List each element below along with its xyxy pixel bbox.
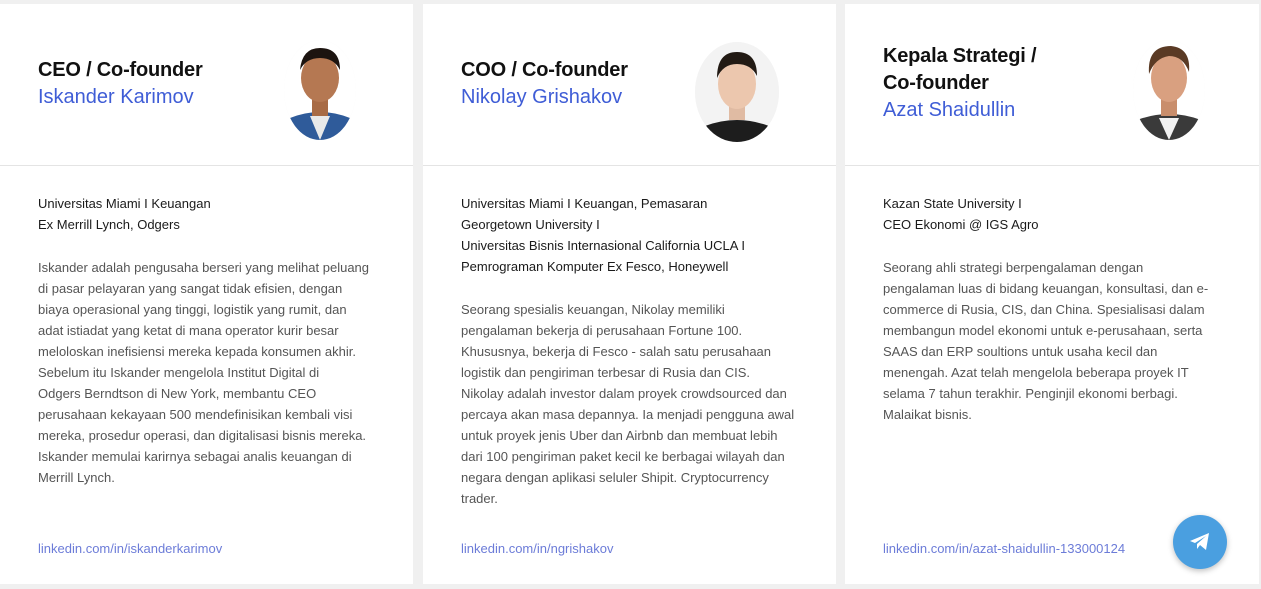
card-header [845, 4, 1259, 166]
bio: Iskander adalah pengusaha berseri yang melihat peluang di pasar pelayaran yang sangat tidak efisien, dengan biaya operasional yang tinggi, logistik yang rumit, dan adat istiadat yang ketat di mana operator kurir besar meloloskan inefisiensi mereka kepada konsumen akhir. Sebelum itu Iskander mengelola Institut Digital di Odgers Berndtson di New York, membantu CEO perusahaan kekayaan 500 mendefinisikan kembali visi mereka, prosedur operasi, dan digitalisasi bisnis mereka. Iskander memulai karirnya sebagai analis keuangan di Merrill Lynch. [38, 260, 370, 485]
role-title: COO / Co-founder [461, 59, 628, 81]
credentials [883, 193, 1229, 235]
card-body [38, 193, 383, 488]
team-card-ceo [0, 4, 413, 584]
telegram-button[interactable] [1173, 515, 1227, 569]
linkedin-link[interactable]: linkedin.com/in/iskanderkarimov [38, 541, 223, 556]
credential-line: Universitas Miami I Keuangan, Pemasaran [461, 196, 708, 211]
bio: Seorang ahli strategi berpengalaman dengan pengalaman luas di bidang keuangan, konsultasi, dan e- commerce di Rusia, CIS, dan China. Spesialisasi dalam membangun model ekonomi untuk e-perusahaan, serta SAAS dan ERP soultions untuk usaha kecil dan menengah. Azat telah mengelola beberapa proyek IT selama 7 tahun terakhir. Penginjil ekonomi berbagi. Malaikat bisnis. [883, 260, 1209, 422]
role-title: CEO / Co-founder [38, 59, 203, 81]
role-title-line: Kepala Strategi / [883, 45, 1037, 67]
credential-line: Universitas Bisnis Internasional California UCLA I [461, 238, 745, 253]
role-title-line: Co-founder [883, 72, 989, 94]
member-name: Azat Shaidullin [883, 99, 1016, 121]
credential-line: CEO Ekonomi @ IGS Agro [883, 217, 1039, 232]
card-header [0, 4, 413, 166]
member-name: Iskander Karimov [38, 86, 194, 108]
credential-line: Georgetown University I [461, 217, 600, 232]
role-title [883, 43, 1036, 97]
card-header [423, 4, 836, 166]
linkedin-link[interactable]: linkedin.com/in/azat-shaidullin-133000124 [883, 541, 1126, 556]
credential-line: Kazan State University I [883, 196, 1022, 211]
linkedin-link[interactable]: linkedin.com/in/ngrishakov [461, 541, 614, 556]
card-body [461, 193, 806, 509]
bio: Seorang spesialis keuangan, Nikolay memiliki pengalaman bekerja di perusahaan Fortune 100. Khususnya, bekerja di Fesco - salah satu perusahaan logistik dan pengiriman terbesar di Rusia dan CIS. Nikolay adalah investor dalam proyek crowdsourced dan percaya akan masa depannya. Ia menjadi pengguna awal untuk proyek jenis Uber dan Airbnb dan membuat lebih dari 100 pengiriman paket kecil ke berbagai wilayah dan negara dengan aplikasi seluler Shipit. Cryptocurrency trader. [461, 302, 795, 506]
avatar [284, 40, 356, 140]
team-card-coo [423, 4, 836, 584]
credentials [461, 193, 806, 277]
credential-line: Universitas Miami I Keuangan [38, 196, 211, 211]
telegram-icon [1189, 532, 1211, 552]
card-body [883, 193, 1229, 425]
team-card-strategy [845, 4, 1259, 584]
credential-line: Pemrograman Komputer Ex Fesco, Honeywell [461, 259, 729, 274]
member-name: Nikolay Grishakov [461, 86, 623, 108]
avatar [1133, 40, 1205, 140]
credentials [38, 193, 383, 235]
credential-line: Ex Merrill Lynch, Odgers [38, 217, 180, 232]
avatar [695, 42, 779, 142]
